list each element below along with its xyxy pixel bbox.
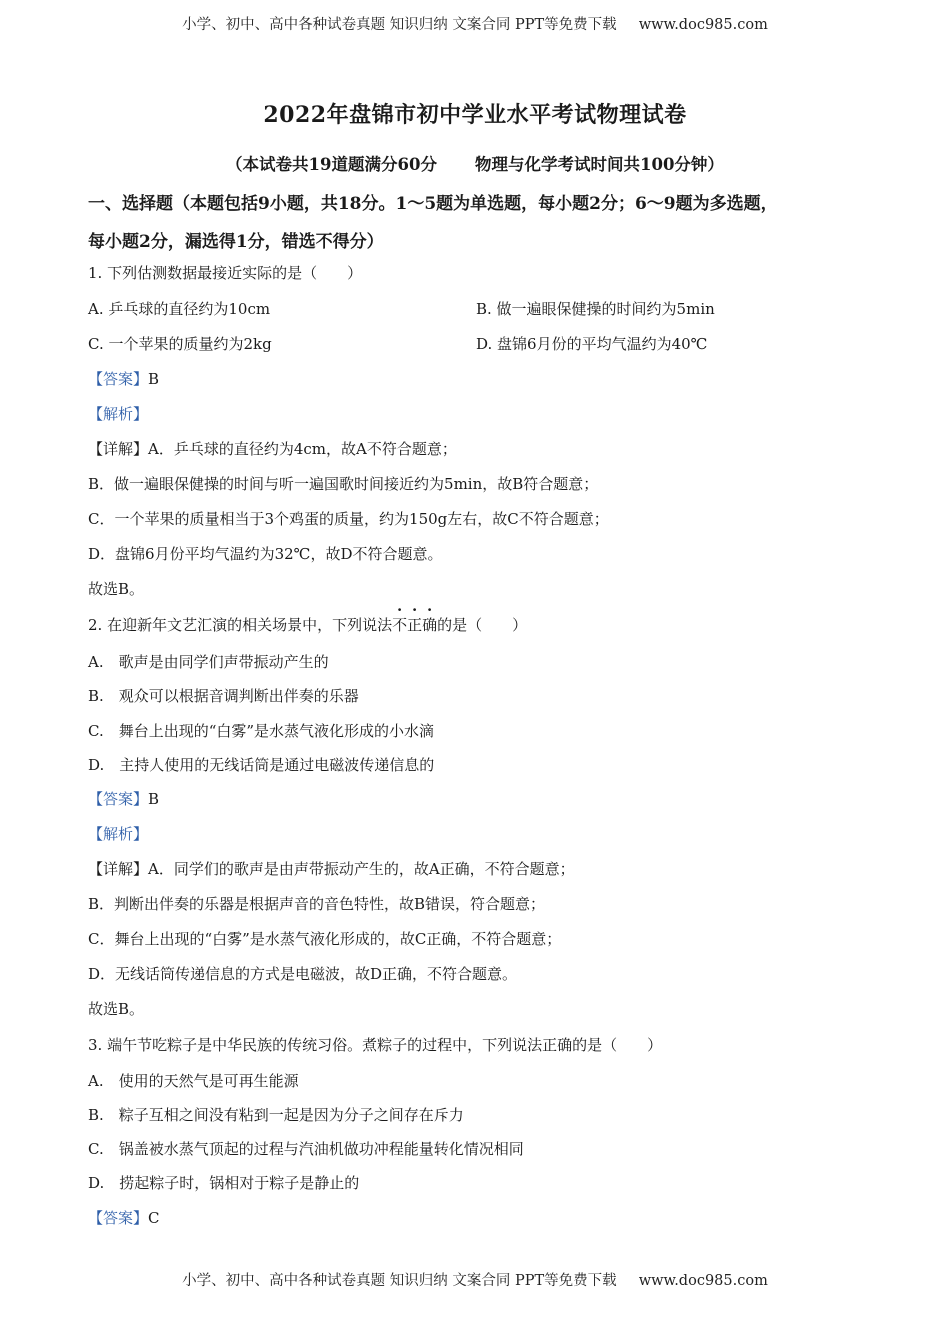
- q1-option-b: B. 做一遍眼保健操的时间约为5min: [476, 300, 715, 318]
- subtitle-left: （本试卷共19道题满分60分: [226, 155, 437, 174]
- q2-stem-pre: 2. 在迎新年文艺汇演的相关场景中，下列说法: [88, 616, 393, 634]
- emphasis-char: 正: [407, 616, 423, 634]
- header-text: 小学、初中、高中各种试卷真题 知识归纳 文案合同 PPT等免费下载: [182, 17, 617, 33]
- q2-detail-4: D．无线话筒传递信息的方式是电磁波，故D正确，不符合题意。: [88, 965, 518, 983]
- detail-tag: 【详解】: [88, 440, 149, 458]
- q3-option-a: A. 使用的天然气是可再生能源: [88, 1072, 299, 1090]
- header-website[interactable]: www.doc985.com: [638, 17, 768, 33]
- q3-option-b: B. 粽子互相之间没有粘到一起是因为分子之间存在斥力: [88, 1106, 464, 1124]
- q2-answer: [88, 788, 159, 809]
- q2-detail-2: B．判断出伴奏的乐器是根据声音的音色特性，故B错误，符合题意；: [88, 895, 546, 913]
- q2-option-b: B. 观众可以根据音调判断出伴奏的乐器: [88, 687, 359, 705]
- q2-detail-3: C．舞台上出现的“白雾”是水蒸气液化形成的，故C正确，不符合题意；: [88, 930, 562, 948]
- section-heading-line1: 一、选择题（本题包括9小题，共18分。1～5题为单选题，每小题2分；6～9题为多选题，: [88, 194, 778, 214]
- detail-text: A．乒乓球的直径约为4cm，故A不符合题意；: [148, 440, 457, 458]
- section-heading-line2: 每小题2分，漏选得1分，错选不得分）: [88, 232, 384, 252]
- answer-value: B: [148, 370, 160, 388]
- q1-detail-3: C．一个苹果的质量相当于3个鸡蛋的质量，约为150g左右，故C不符合题意；: [88, 510, 609, 528]
- page-title: 2022年盘锦市初中学业水平考试物理试卷: [263, 102, 687, 128]
- page-subtitle: [0, 151, 950, 175]
- q1-answer: [88, 368, 159, 389]
- footer-text: 小学、初中、高中各种试卷真题 知识归纳 文案合同 PPT等免费下载: [182, 1273, 617, 1289]
- q1-option-c: C. 一个苹果的质量约为2kg: [88, 335, 272, 353]
- q1-analysis-tag: 【解析】: [88, 405, 149, 423]
- q2-option-a: A. 歌声是由同学们声带振动产生的: [88, 653, 329, 671]
- answer-tag: 【答案】: [88, 790, 149, 808]
- q1-detail-2: B．做一遍眼保健操的时间与听一遍国歌时间接近约为5min，故B符合题意；: [88, 475, 599, 493]
- q3-option-d: D. 捞起粽子时，锅相对于粽子是静止的: [88, 1174, 360, 1192]
- emphasis-char: 不: [392, 616, 408, 634]
- q1-detail-4: D．盘锦6月份平均气温约为32℃，故D不符合题意。: [88, 545, 443, 563]
- answer-value: B: [148, 790, 160, 808]
- subtitle-right: 物理与化学考试时间共100分钟）: [474, 155, 724, 174]
- q3-stem: 3. 端午节吃粽子是中华民族的传统习俗。煮粽子的过程中，下列说法正确的是（ ）: [88, 1036, 663, 1054]
- q2-stem: [88, 614, 527, 635]
- q2-option-d: D. 主持人使用的无线话筒是通过电磁波传递信息的: [88, 756, 435, 774]
- page-header: [0, 13, 950, 34]
- answer-value: C: [148, 1209, 160, 1227]
- detail-tag: 【详解】: [88, 860, 149, 878]
- q2-stem-post: 的是（ ）: [437, 616, 528, 634]
- footer-website[interactable]: www.doc985.com: [638, 1273, 768, 1289]
- q3-option-c: C. 锅盖被水蒸气顶起的过程与汽油机做功冲程能量转化情况相同: [88, 1140, 524, 1158]
- q1-detail-1: [88, 438, 457, 459]
- q2-analysis-tag: 【解析】: [88, 825, 149, 843]
- q1-option-a: A. 乒乓球的直径约为10cm: [88, 300, 271, 318]
- detail-text: A．同学们的歌声是由声带振动产生的，故A正确，不符合题意；: [148, 860, 575, 878]
- q1-conclusion: 故选B。: [88, 580, 145, 598]
- answer-tag: 【答案】: [88, 370, 149, 388]
- q2-detail-1: [88, 858, 575, 879]
- q2-option-c: C. 舞台上出现的“白雾”是水蒸气液化形成的小水滴: [88, 722, 435, 740]
- q1-stem: 1. 下列估测数据最接近实际的是（ ）: [88, 264, 363, 282]
- page-footer: [0, 1269, 950, 1290]
- q3-answer: [88, 1207, 160, 1228]
- emphasis-char: 确: [422, 616, 438, 634]
- q1-option-d: D. 盘锦6月份的平均气温约为40℃: [476, 335, 708, 353]
- answer-tag: 【答案】: [88, 1209, 149, 1227]
- q2-conclusion: 故选B。: [88, 1000, 145, 1018]
